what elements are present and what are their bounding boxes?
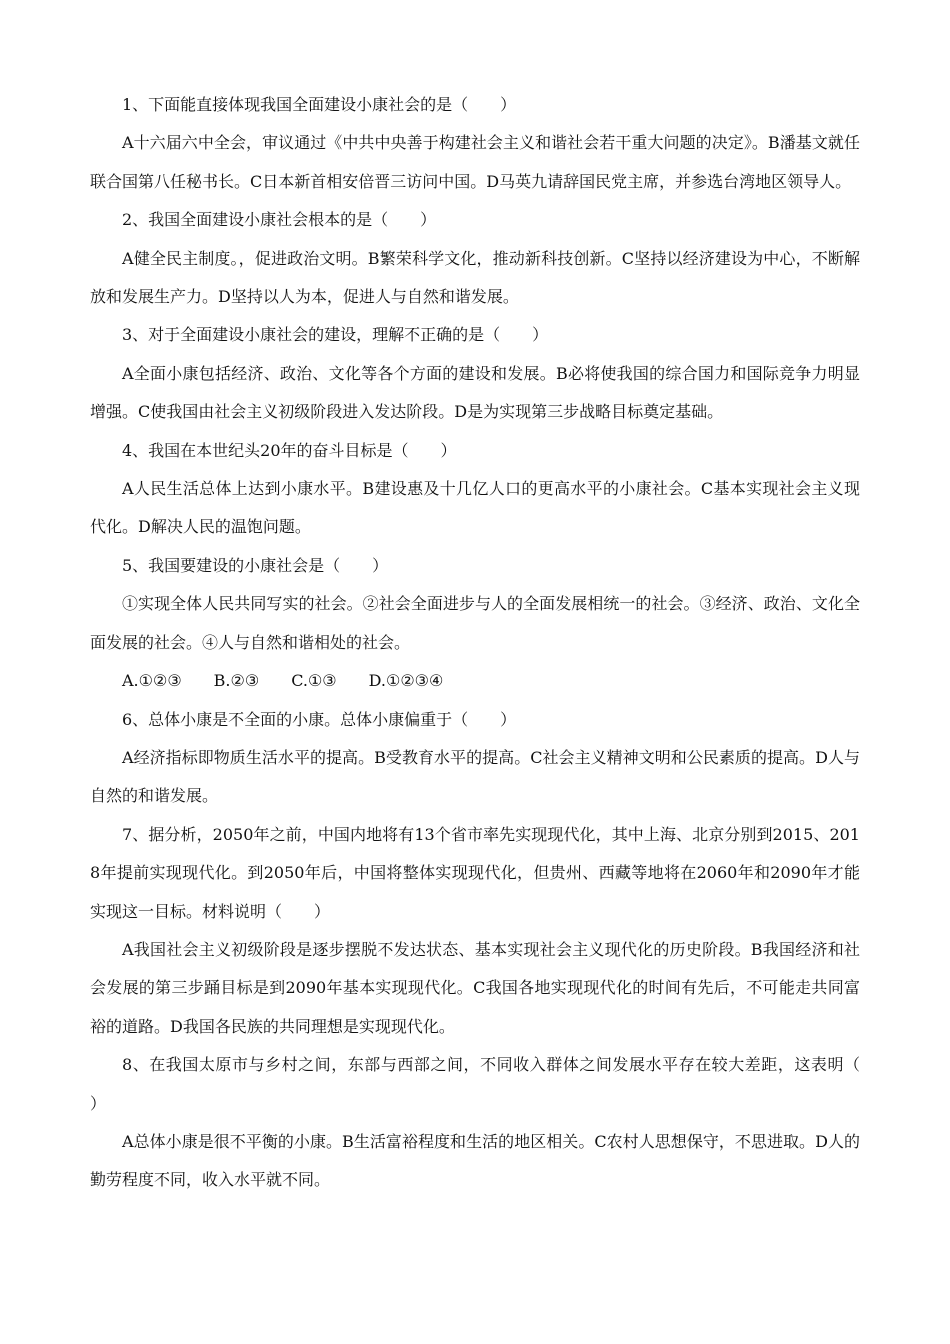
question-1-answers: A十六届六中全会，审议通过《中共中央善于构建社会主义和谐社会若干重大问题的决定》。B潘基文就任联合国第八任秘书长。C日本新首相安倍晋三访问中国。D马英九请辞国民党主席，并参选台湾地区领导人。 (90, 133, 860, 191)
question-5-stem: 5、我国要建设的小康社会是（ ） (122, 555, 389, 575)
question-8-answers: A总体小康是很不平衡的小康。B生活富裕程度和生活的地区相关。C农村人思想保守，不思进取。D人的勤劳程度不同，收入水平就不同。 (90, 1131, 860, 1190)
question-2-answers: A健全民主制度。，促进政治文明。B繁荣科学文化，推动新科技创新。C坚持以经济建设为中心，不断解放和发展生产力。D坚持以人为本，促进人与自然和谐发展。 (90, 248, 860, 307)
question-5-options: A.①②③ B.②③ C.①③ D.①②③④ (122, 671, 444, 691)
question-4-stem: 4、我国在本世纪头20年的奋斗目标是（ ） (122, 440, 457, 460)
question-7-stem: 7、据分析，2050年之前，中国内地将有13个省市率先实现现代化，其中上海、北京分别到2015、2018年提前实现现代化。到2050年后，中国将整体实现现代化，但贵州、西藏等地将在2060年和2090年才能实现这一目标。材料说明（ ） (90, 824, 860, 921)
question-5-statements: ①实现全体人民共同写实的社会。②社会全面进步与人的全面发展相统一的社会。③经济、政治、文化全面发展的社会。④人与自然和谐相处的社会。 (90, 594, 860, 652)
question-8-stem: 8、在我国太原市与乡村之间，东部与西部之间，不同收入群体之间发展水平存在较大差距，这表明（ ） (90, 1055, 893, 1113)
question-3-stem: 3、对于全面建设小康社会的建设，理解不正确的是（ ） (122, 325, 549, 345)
question-6-answers: A经济指标即物质生活水平的提高。B受教育水平的提高。C社会主义精神文明和公民素质的提高。D人与自然的和谐发展。 (90, 747, 860, 806)
question-7-answers: A我国社会主义初级阶段是逐步摆脱不发达状态、基本实现社会主义现代化的历史阶段。B我国经济和社会发展的第三步踊目标是到2090年基本实现现代化。C我国各地实现现代化的时间有先后，不可能走共同富裕的道路。D我国各民族的共同理想是实现现代化。 (90, 939, 860, 1036)
question-6-stem: 6、总体小康是不全面的小康。总体小康偏重于（ ） (122, 709, 517, 729)
question-1-stem: 1、下面能直接体现我国全面建设小康社会的是（ ） (122, 95, 517, 114)
question-2-stem: 2、我国全面建设小康社会根本的是（ ） (122, 210, 437, 230)
question-4-answers: A人民生活总体上达到小康水平。B建设惠及十几亿人口的更高水平的小康社会。C基本实现社会主义现代化。D解决人民的温饱问题。 (90, 479, 860, 537)
question-3-answers: A全面小康包括经济、政治、文化等各个方面的建设和发展。B必将使我国的综合国力和国际竞争力明显增强。C使我国由社会主义初级阶段进入发达阶段。D是为实现第三步战略目标奠定基础。 (90, 363, 860, 422)
